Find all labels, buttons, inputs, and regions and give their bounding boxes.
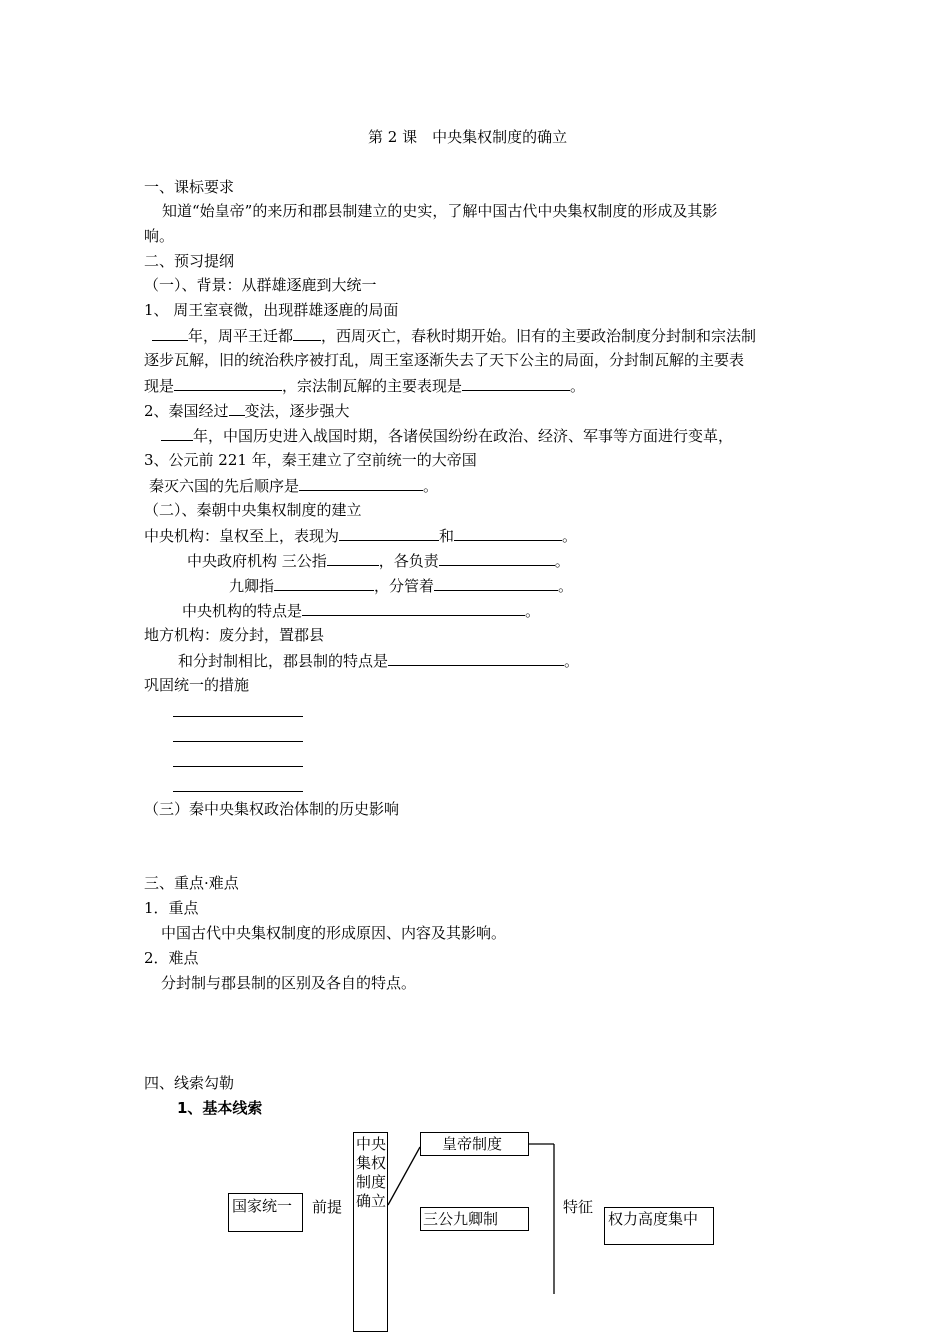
text-fragment: 和分封制相比，郡县制的特点是 (178, 652, 389, 670)
blank-zongfa-collapse[interactable] (462, 375, 570, 391)
text-fragment: 。 (558, 577, 574, 595)
text-fragment: ，分管着 (374, 577, 435, 595)
blank-jiuqing-duty[interactable] (434, 575, 558, 591)
basic-clue-heading: 1、基本线索 (177, 1099, 263, 1117)
section-4-heading: 四、线索勾勒 (144, 1074, 235, 1092)
section-1-heading: 一、课标要求 (144, 178, 235, 196)
point-3-title: 3、公元前 221 年，秦王建立了空前统一的大帝国 (144, 451, 477, 469)
jiuqing-line (229, 575, 573, 596)
text-fragment: 。 (423, 477, 439, 495)
measures-heading: 巩固统一的措施 (144, 676, 250, 694)
key-point-label: 1．重点 (144, 899, 199, 917)
difficult-point-text: 分封制与郡县制的区别及各自的特点。 (161, 974, 417, 992)
blank-junxian-feature[interactable] (388, 650, 564, 666)
box-centralization-label: 中央集权制度确立 (355, 1135, 386, 1210)
section-1-text-line-2: 响。 (144, 227, 175, 245)
measure-blank-2[interactable] (173, 741, 303, 742)
section-1-text-line-1: 知道“始皇帝”的来历和郡县制建立的史实，了解中国古代中央集权制度的形成及其影 (162, 202, 718, 220)
measure-blank-1[interactable] (173, 716, 303, 717)
box-national-unification (228, 1193, 303, 1232)
text-fragment: 。 (562, 527, 578, 545)
label-premise: 前提 (312, 1198, 343, 1216)
blank-imperial-2[interactable] (454, 525, 562, 541)
text-fragment: 年，中国历史进入战国时期，各诸侯国纷纷在政治、经济、军事等方面进行变革， (193, 427, 734, 445)
blank-warring-year[interactable] (161, 425, 193, 441)
box-sangong-jiuqing-label: 三公九卿制 (423, 1210, 499, 1228)
local-institution-line: 地方机构：废分封，置郡县 (144, 626, 325, 644)
text-fragment: 。 (554, 552, 570, 570)
central-institution-line (144, 525, 577, 546)
box-power-concentration (604, 1207, 714, 1245)
label-feature: 特征 (563, 1198, 594, 1216)
box-centralization (353, 1132, 388, 1332)
text-fragment: 2、秦国经过 (144, 402, 229, 420)
local-compare-line (178, 650, 579, 671)
point-2-title (144, 400, 350, 421)
text-fragment: 秦灭六国的先后顺序是 (149, 477, 300, 495)
blank-jiuqing[interactable] (274, 575, 374, 591)
blank-conquest-order[interactable] (299, 475, 423, 491)
box-sangong-jiuqing (420, 1207, 529, 1231)
text-fragment: 中央政府机构 三公指 (187, 552, 327, 570)
page-title: 第 2 课 中央集权制度的确立 (368, 128, 568, 146)
blank-capital[interactable] (293, 325, 321, 341)
text-fragment: 中央机构：皇权至上，表现为 (144, 527, 340, 545)
point-1-line-2: 逐步瓦解，旧的统治秩序被打乱，周王室逐渐失去了天下公主的局面，分封制瓦解的主要表 (144, 351, 745, 369)
point-1-line-1 (152, 325, 756, 346)
text-fragment: 现是 (144, 377, 175, 395)
text-fragment: 。 (525, 602, 541, 620)
blank-imperial-1[interactable] (339, 525, 439, 541)
text-fragment: ，各负责 (378, 552, 439, 570)
text-fragment: 变法，逐步强大 (244, 402, 350, 420)
point-1-line-3 (144, 375, 585, 396)
box-emperor-system (420, 1132, 529, 1156)
key-point-text: 中国古代中央集权制度的形成原因、内容及其影响。 (161, 924, 507, 942)
point-3-line-1 (149, 475, 438, 496)
text-fragment: 。 (564, 652, 580, 670)
point-2-line-1 (161, 425, 733, 446)
box-power-concentration-label: 权力高度集中 (608, 1210, 699, 1228)
blank-reform[interactable] (229, 400, 245, 416)
blank-sangong[interactable] (327, 550, 379, 566)
blank-year[interactable] (152, 325, 188, 341)
difficult-point-label: 2．难点 (144, 949, 199, 967)
box-emperor-system-label: 皇帝制度 (442, 1135, 503, 1153)
blank-sangong-duty[interactable] (439, 550, 555, 566)
text-fragment: 中央机构的特点是 (182, 602, 303, 620)
subsection-1-heading: （一）、背景：从群雄逐鹿到大统一 (144, 276, 377, 294)
box-national-unification-label: 国家统一 (232, 1197, 293, 1215)
central-government-line (187, 550, 570, 571)
text-fragment: 。 (570, 377, 586, 395)
text-fragment: ，宗法制瓦解的主要表现是 (282, 377, 463, 395)
point-1-title: 1、 周王室衰微，出现群雄逐鹿的局面 (144, 301, 399, 319)
section-3-heading: 三、重点·难点 (144, 874, 239, 892)
text-fragment: 九卿指 (229, 577, 275, 595)
blank-central-feature[interactable] (302, 600, 525, 616)
text-fragment: 年，周平王迁都 (188, 327, 294, 345)
subsection-3-heading: （三）秦中央集权政治体制的历史影响 (144, 800, 400, 818)
measure-blank-3[interactable] (173, 766, 303, 767)
text-fragment: ，西周灭亡，春秋时期开始。旧有的主要政治制度分封制和宗法制 (321, 327, 757, 345)
measure-blank-4[interactable] (173, 791, 303, 792)
connector-center-to-emperor (388, 1147, 420, 1205)
blank-fengjian-collapse[interactable] (174, 375, 282, 391)
text-fragment: 和 (439, 527, 455, 545)
section-2-heading: 二、预习提纲 (144, 252, 235, 270)
central-feature-line (182, 600, 540, 621)
subsection-2-heading: （二）、秦朝中央集权制度的建立 (144, 501, 362, 519)
